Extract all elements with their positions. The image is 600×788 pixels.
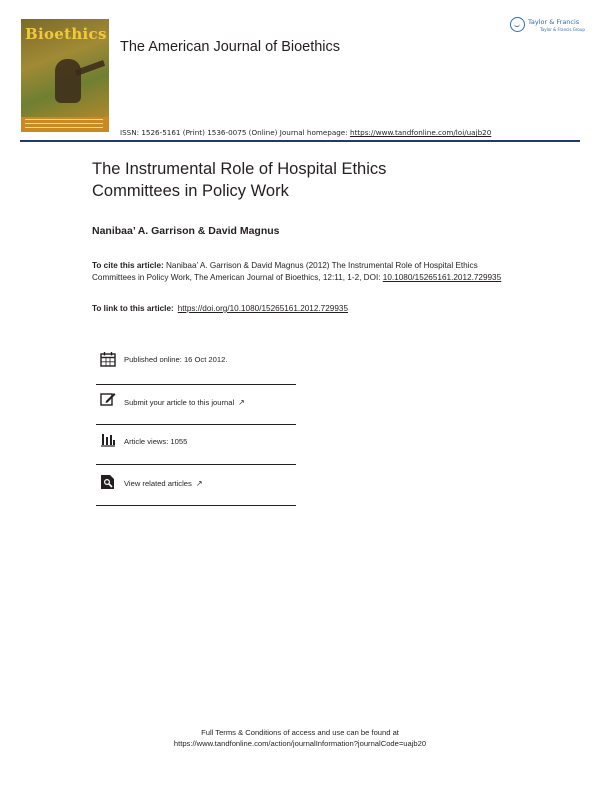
article-link-line	[92, 304, 348, 313]
external-link-icon: ↗	[195, 479, 203, 488]
issn-text: ISSN: 1526-5161 (Print) 1536-0075 (Online) Journal homepage:	[120, 128, 350, 137]
article-doi-link[interactable]: https://doi.org/10.1080/15265161.2012.729935	[177, 304, 349, 313]
publisher-logo-icon	[510, 17, 525, 32]
citation-block	[92, 260, 512, 283]
article-title	[92, 158, 512, 202]
published-online-text: Published online: 16 Oct 2012.	[124, 355, 228, 364]
article-title-line-2: Committees in Policy Work	[92, 182, 289, 200]
bar-chart-icon	[100, 431, 116, 447]
cover-title: Bioethics	[25, 25, 107, 43]
row-divider	[96, 505, 296, 507]
citation-text: Nanibaa’ A. Garrison & David Magnus (2012) The Instrumental Role of Hospital Ethics Committees in Policy Work, The American Journal of Bioethics, 12:11, 1-2, DOI:	[92, 261, 478, 282]
citation-label: To cite this article:	[92, 261, 164, 270]
calendar-icon	[100, 351, 116, 367]
journal-title: The American Journal of Bioethics	[120, 39, 341, 55]
row-divider	[96, 464, 296, 466]
article-authors: Nanibaa’ A. Garrison & David Magnus	[92, 225, 280, 237]
submit-article-link[interactable]	[124, 398, 245, 407]
publisher-logo[interactable]	[510, 17, 585, 35]
article-views-row	[96, 425, 296, 465]
cover-text-lines	[25, 119, 103, 120]
journal-homepage-link[interactable]: https://www.tandfonline.com/loi/uajb20	[349, 128, 492, 137]
related-articles-link[interactable]	[124, 479, 203, 488]
publisher-logo-text: Taylor & Francis	[528, 18, 580, 26]
article-title-line-1: The Instrumental Role of Hospital Ethics	[92, 160, 387, 178]
issn-line	[120, 128, 491, 137]
edit-icon	[100, 391, 116, 407]
footer	[0, 727, 600, 749]
article-link-label: To link to this article:	[92, 304, 174, 313]
cover-figure	[55, 59, 81, 103]
cover-figure-arm	[75, 60, 105, 76]
header-divider	[20, 140, 580, 142]
published-online-row	[96, 345, 296, 385]
footer-terms-text: Full Terms & Conditions of access and use can be found at	[201, 728, 399, 737]
related-articles-row[interactable]	[96, 466, 296, 506]
external-link-icon: ↗	[238, 398, 245, 407]
related-articles-text: View related articles	[124, 479, 192, 488]
journal-cover-image	[21, 19, 109, 132]
submit-article-text: Submit your article to this journal	[124, 398, 235, 407]
citation-doi-link[interactable]: 10.1080/15265161.2012.729935	[382, 272, 502, 282]
submit-article-row[interactable]	[96, 385, 296, 425]
publisher-logo-subtext: Taylor & Francis Group	[540, 27, 585, 32]
search-document-icon	[100, 474, 116, 490]
footer-journal-info-link[interactable]: https://www.tandfonline.com/action/journalInformation?journalCode=uajb20	[173, 739, 427, 748]
article-views-text: Article views: 1055	[124, 437, 188, 446]
